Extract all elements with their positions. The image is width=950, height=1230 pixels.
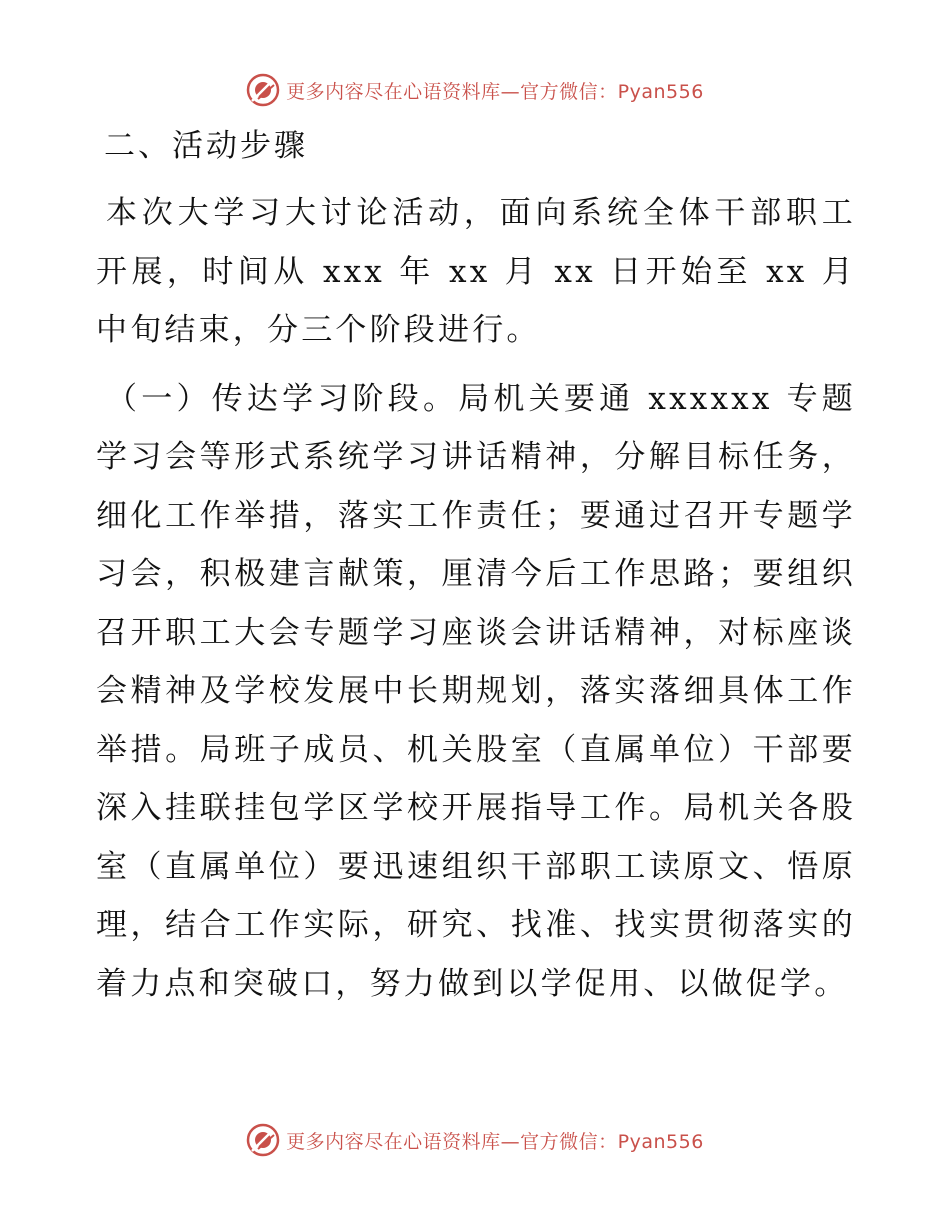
section-heading: 二、活动步骤 xyxy=(104,128,308,164)
watermark-text: 更多内容尽在心语资料库—官方微信：Pyan556 xyxy=(286,80,704,103)
footer-watermark xyxy=(0,1120,950,1160)
header-watermark xyxy=(0,70,950,110)
paragraph-1: 本次大学习大讨论活动，面向系统全体干部职工开展，时间从 xxx 年 xx 月 xx 日开始至 xx 月中旬结束，分三个阶段进行。 xyxy=(96,195,856,348)
logo-icon xyxy=(246,1123,280,1157)
document-body xyxy=(96,118,856,1023)
paragraph-2: （一）传达学习阶段。局机关要通 xxxxxx 专题学习会等形式系统学习讲话精神，分解目标任务，细化工作举措，落实工作责任；要通过召开专题学习会，积极建言献策，厘清今后工作思路；要组织召开职工大会专题学习座谈会讲话精神，对标座谈会精神及学校发展中长期规划，落实落细具体工作举措。局班子成员、机关股室（直属单位）干部要深入挂联挂包学区学校开展指导工作。局机关各股室（直属单位）要迅速组织干部职工读原文、悟原理，结合工作实际，研究、找准、找实贯彻落实的着力点和突破口，努力做到以学促用、以做促学。 xyxy=(96,380,856,1002)
watermark-text: 更多内容尽在心语资料库—官方微信：Pyan556 xyxy=(286,1130,704,1153)
logo-icon xyxy=(246,73,280,107)
